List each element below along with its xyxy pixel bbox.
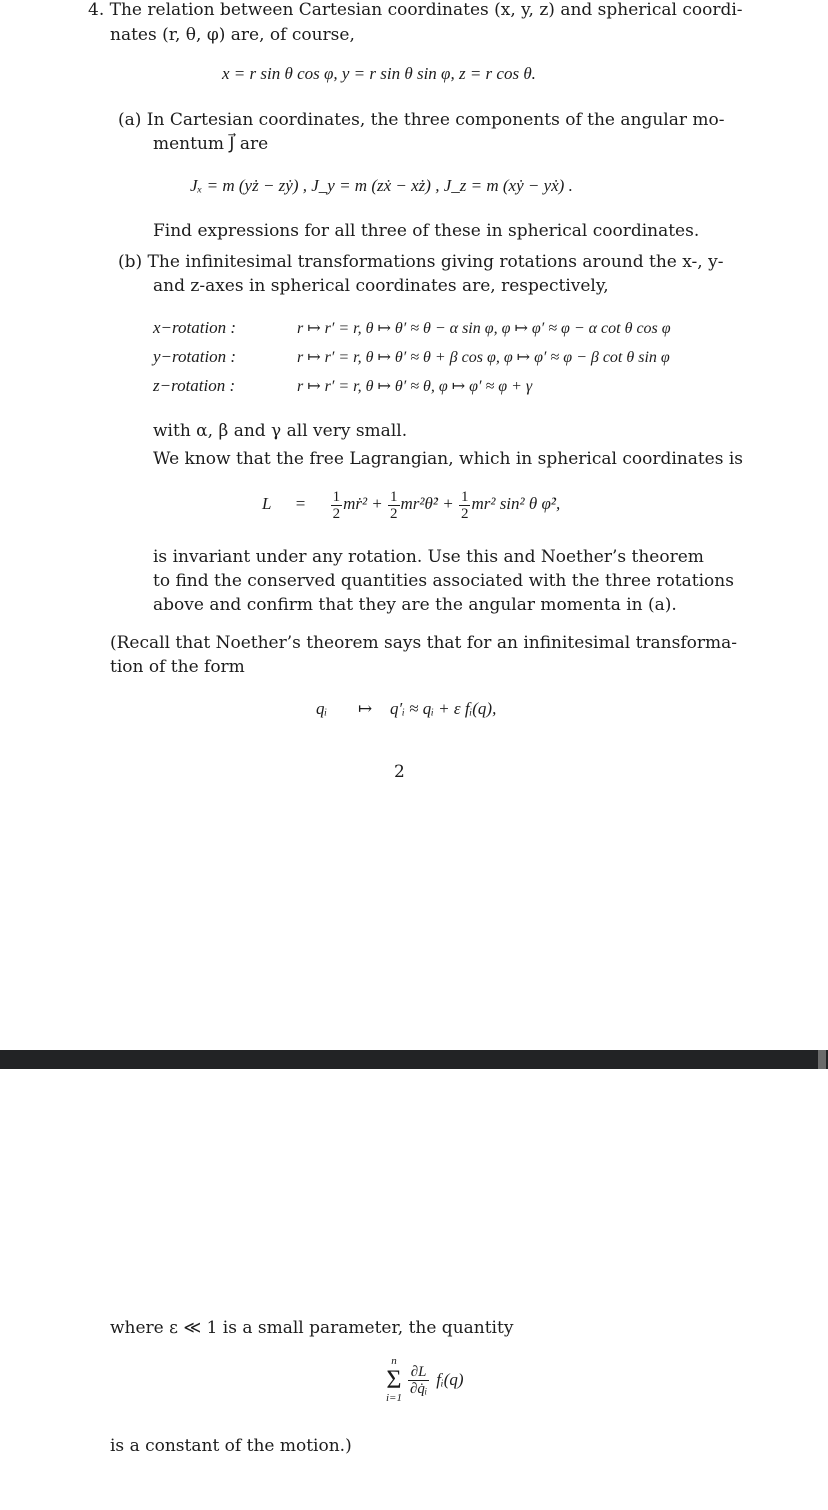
- continuation-where: where ε ≪ 1 is a small parameter, the quantity: [110, 1318, 514, 1338]
- recall-line2: tion of the form: [110, 657, 245, 677]
- fraction-half: $\frac{1}{2}$: [332, 488, 341, 522]
- invariant-line1: is invariant under any rotation. Use this and Noether’s theorem: [153, 547, 704, 567]
- coordinate-equation: x = r sin θ cos φ, y = r sin θ sin φ, z = r cos θ.: [222, 64, 536, 83]
- part-a-line2: mentum J⃗ are: [153, 134, 269, 154]
- scroll-nub: [818, 1050, 826, 1069]
- rotation-label-z: z−rotation :: [153, 376, 236, 395]
- noether-sum: [386, 1356, 464, 1404]
- lagrangian-term1: mṙ² +: [343, 494, 383, 513]
- part-a-find: Find expressions for all three of these in spherical coordinates.: [153, 221, 700, 241]
- invariant-line2: to find the conserved quantities associated with the three rotations: [153, 571, 734, 591]
- small-parameters-text: with α, β and γ all very small.: [153, 421, 408, 441]
- maps-to-arrow: ↦: [358, 699, 373, 718]
- angular-momentum-equation: Jₓ = m (yż − zẏ) , J_y = m (zẋ − xż) , J_z = m (xẏ − yẋ) .: [190, 176, 573, 195]
- rotation-equation-z: r ↦ r′ = r, θ ↦ θ′ ≈ θ, φ ↦ φ′ ≈ φ + γ: [297, 378, 533, 395]
- invariant-line3: above and confirm that they are the angular momenta in (a).: [153, 595, 677, 615]
- part-a-line1: (a) In Cartesian coordinates, the three components of the angular mo-: [118, 110, 725, 130]
- rotation-equation-x: r ↦ r′ = r, θ ↦ θ′ ≈ θ − α sin φ, φ ↦ φ′ ≈ φ − α cot θ cos φ: [297, 320, 671, 337]
- transformation-left: qᵢ: [316, 699, 328, 718]
- lagrangian-term2: mr²θ̇² +: [400, 494, 454, 513]
- lagrangian-equation: [262, 484, 560, 524]
- transformation-right: q′ᵢ ≈ qᵢ + ε fᵢ(q),: [390, 699, 497, 718]
- part-b-line2: and z-axes in spherical coordinates are, respectively,: [153, 276, 609, 296]
- recall-line1: (Recall that Noether’s theorem says that for an infinitesimal transforma-: [110, 633, 737, 653]
- lagrangian-term3: mr² sin² θ φ̇²,: [471, 494, 561, 513]
- continuation-constant: is a constant of the motion.): [110, 1436, 352, 1456]
- rotation-label-x: x−rotation :: [153, 318, 237, 337]
- fraction-half: $\frac{1}{2}$: [460, 488, 469, 522]
- lagrangian-symbol: L: [262, 494, 272, 513]
- rotation-label-y: y−rotation :: [153, 347, 237, 366]
- page-divider: [0, 1050, 828, 1069]
- problem-intro-line1: 4. The relation between Cartesian coordinates (x, y, z) and spherical coordi-: [88, 0, 743, 20]
- lagrangian-intro: We know that the free Lagrangian, which in spherical coordinates is: [153, 449, 744, 469]
- page-number: 2: [394, 762, 405, 782]
- problem-intro-line2: nates (r, θ, φ) are, of course,: [110, 25, 355, 45]
- summation-sign: n Σ i=1: [386, 1355, 402, 1404]
- partial-derivative: $\frac{\partial L}{\text{∂q̇ᵢ}}$: [409, 1363, 428, 1397]
- equals-sign: =: [295, 494, 306, 513]
- part-b-line1: (b) The infinitesimal transformations giving rotations around the x-, y-: [118, 252, 724, 272]
- sum-function: fᵢ(q): [436, 1370, 464, 1389]
- fraction-half: $\frac{1}{2}$: [390, 488, 398, 522]
- rotation-equation-y: r ↦ r′ = r, θ ↦ θ′ ≈ θ + β cos φ, φ ↦ φ′ ≈ φ − β cot θ sin φ: [297, 349, 670, 366]
